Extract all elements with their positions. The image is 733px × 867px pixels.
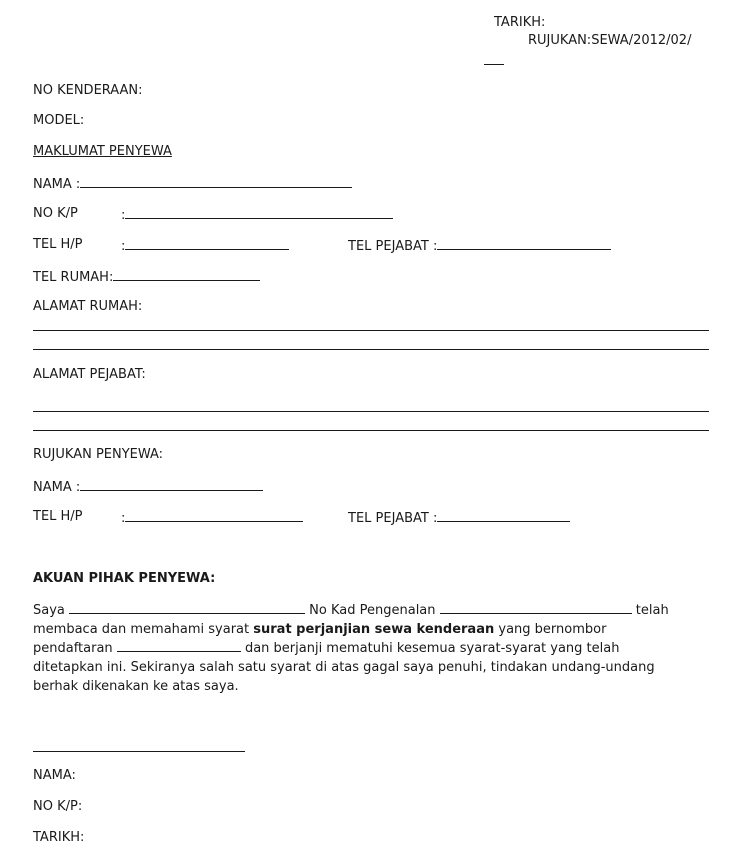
signature-date-label: TARIKH: (33, 830, 85, 845)
declaration-bold-phrase: surat perjanjian sewa kenderaan (253, 622, 495, 637)
declaration-line-4: ditetapkan ini. Sekiranya salah satu syarat di atas gagal saya penuhi, tindakan undang-undang (33, 660, 655, 675)
declaration-line-3-text: dan berjanji mematuhi kesemua syarat-syarat yang telah (244, 641, 620, 656)
renter-mobile-row (121, 238, 289, 253)
declaration-ic-text: No Kad Pengenalan (309, 603, 436, 618)
declaration-saya: Saya (33, 603, 65, 618)
renter-office-address-label: ALAMAT PEJABAT: (33, 367, 146, 382)
declaration-paragraph (33, 601, 709, 696)
declaration-telah: telah (635, 603, 669, 618)
renter-ic-colon: : (121, 208, 126, 223)
reference-mobile-label: TEL H/P (33, 509, 83, 524)
declaration-line-2-end: yang bernombor (498, 622, 607, 637)
date-label: TARIKH: (494, 15, 546, 30)
renter-office-tel-row (348, 238, 611, 253)
renter-ic-label: NO K/P (33, 206, 78, 221)
office-address-line-1[interactable] (33, 411, 709, 412)
reference-mobile-row (121, 510, 303, 525)
home-address-line-2[interactable] (33, 349, 709, 350)
renter-ic-row (121, 207, 393, 222)
declaration-line-2-text: membaca dan memahami syarat (33, 622, 250, 637)
declaration-pendaftaran: pendaftaran (33, 641, 113, 656)
renter-name-label: NAMA : (33, 177, 81, 192)
office-address-line-2[interactable] (33, 430, 709, 431)
home-address-line-1[interactable] (33, 330, 709, 331)
reference-blank-line (484, 64, 504, 65)
renter-name-blank[interactable] (80, 176, 352, 188)
declaration-line-1 (33, 601, 709, 620)
signature-name-label: NAMA: (33, 768, 76, 783)
reference-name-blank[interactable] (80, 479, 263, 491)
declaration-line-2 (33, 620, 709, 639)
renter-mobile-label: TEL H/P (33, 237, 83, 252)
renter-section-title: MAKLUMAT PENYEWA (33, 144, 172, 159)
renter-home-tel-label: TEL RUMAH: (33, 270, 114, 285)
renter-mobile-blank[interactable] (125, 238, 289, 250)
renter-home-tel-row (33, 269, 260, 284)
renter-mobile-colon: : (121, 239, 126, 254)
reference-mobile-blank[interactable] (125, 510, 303, 522)
signature-line[interactable] (33, 751, 245, 752)
declaration-registration-blank[interactable] (117, 640, 241, 652)
vehicle-plate-label: NO KENDERAAN: (33, 83, 143, 98)
reference-name-label: NAMA : (33, 480, 81, 495)
reference-office-tel-label: TEL PEJABAT : (348, 511, 438, 526)
declaration-line-3 (33, 639, 709, 658)
declaration-title: AKUAN PIHAK PENYEWA: (33, 571, 216, 586)
renter-office-tel-blank[interactable] (437, 238, 611, 250)
signature-ic-label: NO K/P: (33, 799, 83, 814)
declaration-line-5: berhak dikenakan ke atas saya. (33, 679, 239, 694)
reference-office-tel-row (348, 510, 570, 525)
vehicle-model-label: MODEL: (33, 113, 85, 128)
reference-name-row (33, 479, 263, 494)
reference-section-title: RUJUKAN PENYEWA: (33, 447, 164, 462)
renter-home-address-label: ALAMAT RUMAH: (33, 299, 143, 314)
reference-number: RUJUKAN:SEWA/2012/02/ (528, 33, 692, 48)
renter-office-tel-label: TEL PEJABAT : (348, 239, 438, 254)
renter-ic-blank[interactable] (125, 207, 393, 219)
reference-office-tel-blank[interactable] (437, 510, 570, 522)
declaration-ic-blank[interactable] (440, 602, 632, 614)
declaration-name-blank[interactable] (69, 602, 305, 614)
renter-home-tel-blank[interactable] (113, 269, 260, 281)
renter-name-row (33, 176, 352, 191)
reference-mobile-colon: : (121, 511, 126, 526)
